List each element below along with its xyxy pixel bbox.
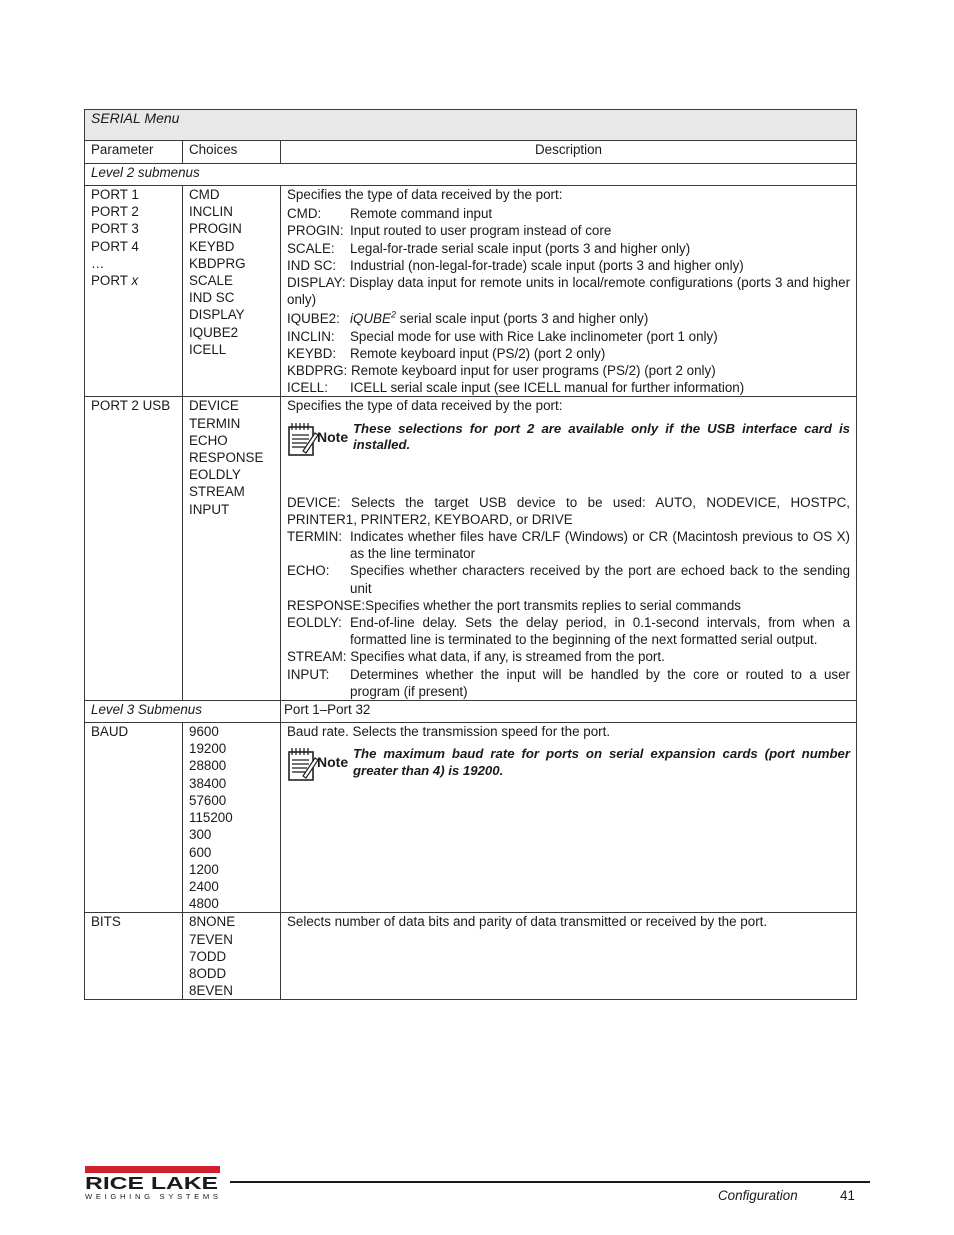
rice-lake-logo xyxy=(85,1166,225,1204)
table-row-port xyxy=(85,186,857,397)
param-item: … xyxy=(91,255,105,271)
def-value: Indicates whether files have CR/LF (Windows) or CR (Macintosh previous to OS X) as the line terminator xyxy=(350,529,851,562)
header-description: Description xyxy=(281,141,857,164)
def-key: CMD: xyxy=(287,206,322,222)
def-display: DISPLAY: Display data input for remote units in local/remote configurations (ports 3 and higher only) xyxy=(287,275,851,308)
choice-item: SCALE xyxy=(189,273,233,289)
usb-description xyxy=(281,397,857,701)
def-key: TERMIN: xyxy=(287,529,343,545)
choice-item: ICELL xyxy=(189,341,227,357)
def-value: Specifies whether characters received by the port are echoed back to the sending unit xyxy=(350,563,851,596)
usb-intro: Specifies the type of data received by the port: xyxy=(287,398,563,414)
choice-item: 2400 xyxy=(189,878,219,894)
choice-item: EOLDLY xyxy=(189,467,241,483)
param-item-last xyxy=(91,272,176,289)
page-number: 41 xyxy=(840,1188,855,1203)
def-value: Industrial (non-legal-for-trade) scale input (ports 3 and higher only) xyxy=(350,257,744,273)
choice-item: 7ODD xyxy=(189,948,227,964)
table-row-baud xyxy=(85,723,857,913)
param-last-var: x xyxy=(131,273,139,289)
def-termin xyxy=(287,528,850,562)
choice-item: 7EVEN xyxy=(189,931,233,947)
def-stream: STREAM: Specifies what data, if any, is streamed from the port. xyxy=(287,649,665,665)
param-item: PORT 2 xyxy=(91,204,139,220)
choice-item: 19200 xyxy=(189,741,227,757)
def-kbdprg: KBDPRG: Remote keyboard input for user programs (PS/2) (port 2 only) xyxy=(287,363,716,379)
baud-description xyxy=(281,723,857,913)
def-key: EOLDLY: xyxy=(287,615,342,631)
def-key: IND SC: xyxy=(287,257,337,273)
choice-item: 8NONE xyxy=(189,914,236,930)
param-last-prefix: PORT xyxy=(91,273,132,289)
param-item: PORT 4 xyxy=(91,238,139,254)
def-progin xyxy=(287,222,850,239)
def-value: Remote command input xyxy=(350,206,493,222)
choice-item: 600 xyxy=(189,844,212,860)
port-choices xyxy=(183,186,281,397)
def-key: ICELL: xyxy=(287,380,328,396)
baud-desc: Baud rate. Selects the transmission speed for the port. xyxy=(287,724,611,740)
logo-text-top: RICE LAKE xyxy=(85,1173,218,1193)
choice-item: IQUBE2 xyxy=(189,324,239,340)
port-params xyxy=(85,186,183,397)
table-row-usb xyxy=(85,397,857,701)
def-value: Remote keyboard input (PS/2) (port 2 only) xyxy=(350,345,606,361)
def-value: ICELL serial scale input (see ICELL manual for further information) xyxy=(350,380,745,396)
choice-item: 57600 xyxy=(189,792,227,808)
choice-item: 4800 xyxy=(189,896,219,912)
usb-choices xyxy=(183,397,281,701)
def-key: SCALE: xyxy=(287,240,335,256)
choice-item: 8EVEN xyxy=(189,983,233,999)
choice-item: 1200 xyxy=(189,861,219,877)
choice-item: TERMIN xyxy=(189,415,241,431)
choice-item: KEYBD xyxy=(189,238,235,254)
footer-rule xyxy=(230,1181,870,1183)
choice-item: KBDPRG xyxy=(189,255,246,271)
choice-item: 115200 xyxy=(189,810,233,826)
serial-menu-table xyxy=(84,109,857,1000)
choice-item: IND SC xyxy=(189,290,235,306)
choice-item: STREAM xyxy=(189,484,245,500)
def-keybd xyxy=(287,345,850,362)
level2-label: Level 2 submenus xyxy=(85,164,857,186)
def-key: KEYBD: xyxy=(287,345,337,361)
table-row-bits xyxy=(85,913,857,1000)
choice-item: INCLIN xyxy=(189,204,233,220)
def-scale xyxy=(287,240,850,257)
logo-text-bottom: WEIGHING SYSTEMS xyxy=(85,1192,219,1201)
def-iqube2 xyxy=(287,310,850,327)
def-value: Input routed to user program instead of core xyxy=(350,223,612,239)
choice-item: DEVICE xyxy=(189,398,239,414)
baud-param: BAUD xyxy=(85,723,183,913)
bits-param: BITS xyxy=(85,913,183,1000)
def-key: PROGIN: xyxy=(287,223,344,239)
choice-item: DISPLAY xyxy=(189,307,245,323)
note-text: The maximum baud rate for ports on serial expansion cards (port number greater than 4) is 19200. xyxy=(353,746,851,778)
header-choices: Choices xyxy=(183,141,281,164)
def-input xyxy=(287,666,850,700)
def-eoldly xyxy=(287,614,850,648)
note-icon xyxy=(287,746,353,786)
def-value: Special mode for use with Rice Lake inclinometer (port 1 only) xyxy=(350,328,718,344)
choice-item: 28800 xyxy=(189,758,227,774)
port-description xyxy=(281,186,857,397)
note-label: Note xyxy=(317,428,349,445)
choice-item: 300 xyxy=(189,827,212,843)
level3-desc: Port 1–Port 32 xyxy=(281,701,857,723)
def-key: INCLIN: xyxy=(287,328,335,344)
def-value: End-of-line delay. Sets the delay period, in 0.1-second intervals, from when a formatted line is terminated to the beginning of the next formatted serial output. xyxy=(350,615,851,648)
def-key: IQUBE2: xyxy=(287,311,340,327)
choice-item: PROGIN xyxy=(189,221,242,237)
choice-item: 8ODD xyxy=(189,965,227,981)
def-icell xyxy=(287,379,850,396)
def-value: Legal-for-trade serial scale input (ports 3 and higher only) xyxy=(350,240,691,256)
def-cmd xyxy=(287,205,850,222)
choice-item: RESPONSE xyxy=(189,450,264,466)
iqube-rest: serial scale input (ports 3 and higher only) xyxy=(395,311,649,327)
def-inclin xyxy=(287,328,850,345)
iqube-name: iQUBE xyxy=(350,311,391,327)
def-key: ECHO: xyxy=(287,563,330,579)
iqube-sup: 2 xyxy=(390,309,396,320)
port-intro: Specifies the type of data received by the port: xyxy=(287,187,563,202)
def-device: DEVICE: Selects the target USB device to be used: AUTO, NODEVICE, HOSTPC, PRINTER1, PRINTER2, KEYBOARD, or DRIVE xyxy=(287,494,851,527)
header-parameter: Parameter xyxy=(85,141,183,164)
def-value xyxy=(350,310,850,327)
bits-choices xyxy=(183,913,281,1000)
note-text: These selections for port 2 are available only if the USB interface card is installed. xyxy=(353,420,851,453)
def-value: Determines whether the input will be handled by the core or routed to a user program (if present) xyxy=(350,666,851,699)
baud-choices xyxy=(183,723,281,913)
bits-description: Selects number of data bits and parity of data transmitted or received by the port. xyxy=(281,913,857,1000)
footer-section: Configuration xyxy=(718,1188,798,1203)
usb-param: PORT 2 USB xyxy=(85,397,183,701)
def-indsc xyxy=(287,257,850,274)
baud-note xyxy=(287,746,850,786)
choice-item: 38400 xyxy=(189,775,227,791)
def-key: INPUT: xyxy=(287,666,330,682)
choice-item: INPUT xyxy=(189,501,230,517)
note-icon xyxy=(287,421,353,461)
level3-label: Level 3 Submenus xyxy=(85,701,281,723)
choice-item: 9600 xyxy=(189,724,219,740)
param-item: PORT 3 xyxy=(91,221,139,237)
def-echo xyxy=(287,562,850,596)
table-title: SERIAL Menu xyxy=(85,110,857,141)
choice-item: ECHO xyxy=(189,432,228,448)
choice-item: CMD xyxy=(189,187,220,202)
usb-note xyxy=(287,421,850,461)
param-item: PORT 1 xyxy=(91,187,139,202)
def-response: RESPONSE:Specifies whether the port transmits replies to serial commands xyxy=(287,597,741,613)
note-label: Note xyxy=(317,754,349,771)
